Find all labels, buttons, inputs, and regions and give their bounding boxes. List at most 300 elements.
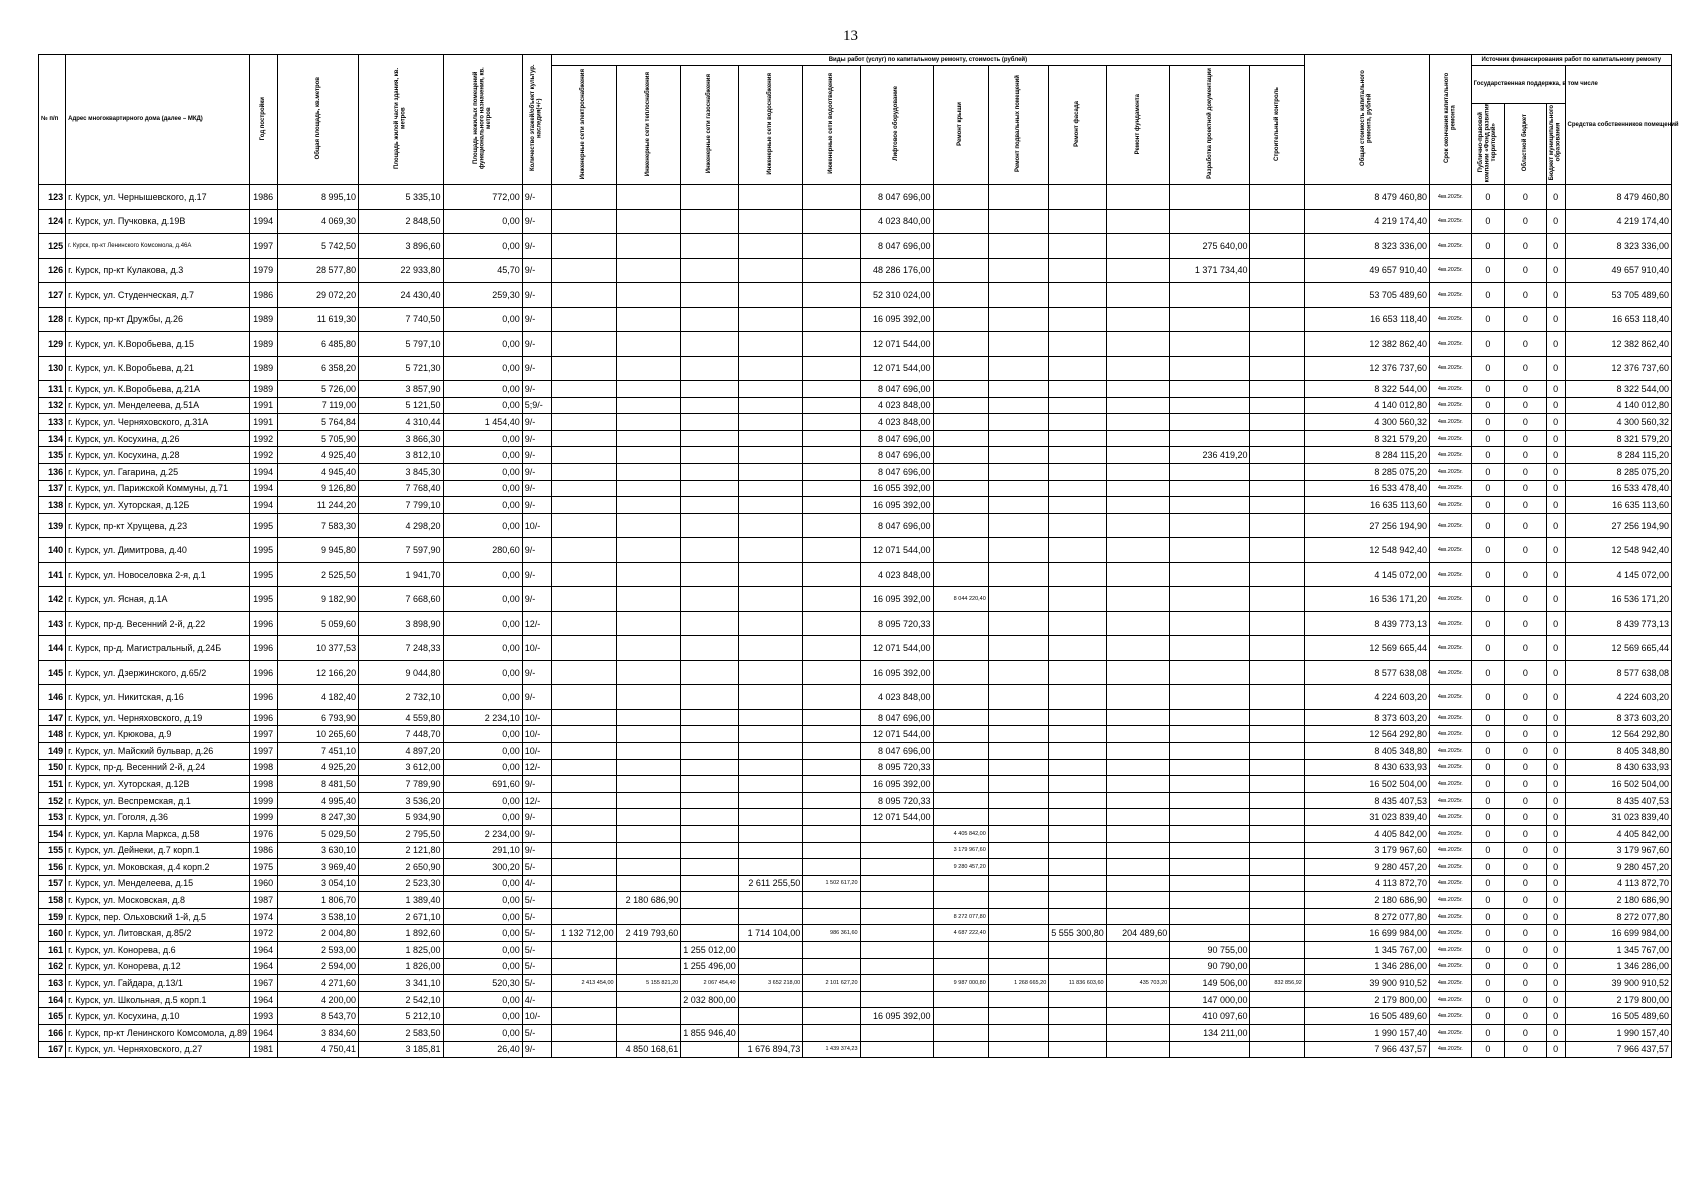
work-cost-cell — [803, 185, 860, 210]
living-area-cell: 2 650,90 — [359, 859, 443, 876]
work-cost-cell — [551, 776, 616, 793]
floors-cell: 9/- — [522, 562, 551, 587]
term-cell: 4кв.2025г. — [1429, 942, 1471, 959]
total-cost-cell: 1 346 286,00 — [1304, 958, 1429, 975]
address-cell: г. Курск, ул. Хуторская, д.12В — [66, 776, 250, 793]
work-cost-cell — [1049, 397, 1106, 414]
owners-funds-cell: 4 300 560,32 — [1565, 414, 1672, 431]
table-row — [39, 842, 1672, 859]
fund-cell: 0 — [1471, 258, 1504, 283]
owners-funds-cell: 39 900 910,52 — [1565, 975, 1672, 992]
work-cost-cell — [616, 1025, 681, 1042]
fund-cell: 0 — [1471, 430, 1504, 447]
owners-funds-cell: 8 577 638,08 — [1565, 660, 1672, 685]
table-row — [39, 825, 1672, 842]
living-area-cell: 3 341,10 — [359, 975, 443, 992]
work-cost-cell — [616, 258, 681, 283]
nonresidential-area-cell: 520,30 — [443, 975, 522, 992]
total-area-cell: 5 705,90 — [277, 430, 358, 447]
living-area-cell: 7 789,90 — [359, 776, 443, 793]
work-cost-cell — [1106, 825, 1170, 842]
work-cost-cell — [551, 742, 616, 759]
living-area-cell: 2 583,50 — [359, 1025, 443, 1042]
work-cost-cell — [616, 497, 681, 514]
term-cell: 4кв.2025г. — [1429, 234, 1471, 259]
work-cost-cell — [738, 209, 803, 234]
work-cost-cell — [738, 185, 803, 210]
work-cost-cell — [738, 332, 803, 357]
work-cost-cell — [616, 958, 681, 975]
owners-funds-cell: 8 405 348,80 — [1565, 742, 1672, 759]
floors-cell: 10/- — [522, 1008, 551, 1025]
regional-budget-cell: 0 — [1505, 908, 1547, 925]
work-cost-cell — [933, 792, 988, 809]
fund-cell: 0 — [1471, 726, 1504, 743]
municipal-budget-cell: 0 — [1546, 447, 1565, 464]
living-area-cell: 1 826,00 — [359, 958, 443, 975]
nonresidential-area-cell: 0,00 — [443, 742, 522, 759]
term-cell: 4кв.2025г. — [1429, 925, 1471, 942]
work-cost-cell — [551, 307, 616, 332]
work-cost-cell — [738, 587, 803, 612]
work-cost-cell — [1170, 726, 1250, 743]
owners-funds-cell: 4 405 842,00 — [1565, 825, 1672, 842]
work-cost-cell — [551, 958, 616, 975]
work-cost-cell — [1250, 991, 1304, 1008]
work-cost-cell — [1106, 414, 1170, 431]
work-cost-cell — [616, 381, 681, 398]
work-cost-cell — [1106, 892, 1170, 909]
work-cost-cell — [933, 660, 988, 685]
work-cost-cell — [1049, 414, 1106, 431]
term-cell: 4кв.2025г. — [1429, 447, 1471, 464]
header-living-area: Площадь жилой части здания, кв. метров — [359, 55, 443, 185]
work-cost-cell — [803, 825, 860, 842]
work-cost-cell — [933, 1041, 988, 1058]
year-cell: 1972 — [249, 925, 277, 942]
work-cost-cell: 8 047 696,00 — [860, 709, 933, 726]
total-cost-cell: 8 272 077,80 — [1304, 908, 1429, 925]
year-cell: 1974 — [249, 908, 277, 925]
regional-budget-cell: 0 — [1505, 842, 1547, 859]
fund-cell: 0 — [1471, 842, 1504, 859]
work-cost-cell — [1106, 185, 1170, 210]
work-cost-cell — [1250, 875, 1304, 892]
term-cell: 4кв.2025г. — [1429, 480, 1471, 497]
municipal-budget-cell: 0 — [1546, 562, 1565, 587]
fund-cell: 0 — [1471, 414, 1504, 431]
work-cost-cell — [1170, 792, 1250, 809]
total-cost-cell: 12 564 292,80 — [1304, 726, 1429, 743]
fund-cell: 0 — [1471, 447, 1504, 464]
total-cost-cell: 4 140 012,80 — [1304, 397, 1429, 414]
owners-funds-cell: 8 321 579,20 — [1565, 430, 1672, 447]
work-cost-cell — [681, 283, 738, 308]
regional-budget-cell: 0 — [1505, 234, 1547, 259]
year-cell: 1996 — [249, 636, 277, 661]
work-cost-cell — [803, 209, 860, 234]
work-cost-cell — [681, 776, 738, 793]
owners-funds-cell: 3 179 967,60 — [1565, 842, 1672, 859]
work-cost-cell — [681, 908, 738, 925]
fund-cell: 0 — [1471, 283, 1504, 308]
work-cost-cell — [1170, 283, 1250, 308]
total-area-cell: 4 182,40 — [277, 685, 358, 710]
work-cost-cell — [1049, 875, 1106, 892]
work-cost-cell — [681, 809, 738, 826]
term-cell: 4кв.2025г. — [1429, 892, 1471, 909]
work-cost-cell — [988, 742, 1048, 759]
table-row — [39, 356, 1672, 381]
nonresidential-area-cell: 0,00 — [443, 234, 522, 259]
work-cost-cell — [551, 538, 616, 563]
year-cell: 1960 — [249, 875, 277, 892]
work-cost-cell — [803, 742, 860, 759]
year-cell: 1976 — [249, 825, 277, 842]
work-cost-cell — [988, 991, 1048, 1008]
work-cost-cell — [803, 759, 860, 776]
total-cost-cell: 16 533 478,40 — [1304, 480, 1429, 497]
work-cost-cell — [1049, 636, 1106, 661]
work-cost-cell — [1170, 381, 1250, 398]
header-municipal-budget: Бюджет муниципального образования — [1546, 103, 1565, 184]
work-cost-cell — [1106, 792, 1170, 809]
address-cell: г. Курск, ул. Конорева, д.12 — [66, 958, 250, 975]
work-cost-cell — [551, 709, 616, 726]
table-row — [39, 958, 1672, 975]
work-cost-cell — [988, 430, 1048, 447]
total-area-cell: 2 525,50 — [277, 562, 358, 587]
work-cost-cell — [1170, 809, 1250, 826]
living-area-cell: 2 795,50 — [359, 825, 443, 842]
work-cost-cell: 986 361,60 — [803, 925, 860, 942]
work-cost-cell — [1106, 1041, 1170, 1058]
floors-cell: 9/- — [522, 283, 551, 308]
work-cost-cell — [738, 307, 803, 332]
total-area-cell: 4 069,30 — [277, 209, 358, 234]
work-cost-cell — [933, 463, 988, 480]
work-cost-cell — [1170, 825, 1250, 842]
row-number-cell: 147 — [39, 709, 66, 726]
municipal-budget-cell: 0 — [1546, 792, 1565, 809]
address-cell: г. Курск, ул. Новоселовка 2-я, д.1 — [66, 562, 250, 587]
work-cost-cell: 90 755,00 — [1170, 942, 1250, 959]
total-cost-cell: 7 966 437,57 — [1304, 1041, 1429, 1058]
row-number-cell: 123 — [39, 185, 66, 210]
total-area-cell: 8 481,50 — [277, 776, 358, 793]
floors-cell: 9/- — [522, 809, 551, 826]
work-cost-cell — [860, 825, 933, 842]
address-cell: г. Курск, ул. К.Воробьева, д.21А — [66, 381, 250, 398]
fund-cell: 0 — [1471, 859, 1504, 876]
work-cost-cell — [1106, 283, 1170, 308]
work-cost-cell — [803, 1025, 860, 1042]
total-cost-cell: 49 657 910,40 — [1304, 258, 1429, 283]
municipal-budget-cell: 0 — [1546, 463, 1565, 480]
row-number-cell: 136 — [39, 463, 66, 480]
fund-cell: 0 — [1471, 480, 1504, 497]
work-cost-cell — [681, 381, 738, 398]
total-cost-cell: 8 439 773,13 — [1304, 611, 1429, 636]
nonresidential-area-cell: 0,00 — [443, 792, 522, 809]
work-cost-cell — [1170, 513, 1250, 538]
owners-funds-cell: 16 536 171,20 — [1565, 587, 1672, 612]
work-cost-cell: 4 023 840,00 — [860, 209, 933, 234]
work-cost-cell — [1170, 497, 1250, 514]
total-area-cell: 9 182,90 — [277, 587, 358, 612]
municipal-budget-cell: 0 — [1546, 925, 1565, 942]
living-area-cell: 4 298,20 — [359, 513, 443, 538]
regional-budget-cell: 0 — [1505, 991, 1547, 1008]
work-cost-cell — [1049, 497, 1106, 514]
term-cell: 4кв.2025г. — [1429, 859, 1471, 876]
work-cost-cell — [988, 636, 1048, 661]
living-area-cell: 3 898,90 — [359, 611, 443, 636]
regional-budget-cell: 0 — [1505, 307, 1547, 332]
year-cell: 1998 — [249, 776, 277, 793]
municipal-budget-cell: 0 — [1546, 636, 1565, 661]
total-area-cell: 5 059,60 — [277, 611, 358, 636]
nonresidential-area-cell: 26,40 — [443, 1041, 522, 1058]
fund-cell: 0 — [1471, 892, 1504, 909]
floors-cell: 5/- — [522, 908, 551, 925]
year-cell: 1989 — [249, 332, 277, 357]
municipal-budget-cell: 0 — [1546, 726, 1565, 743]
work-cost-cell — [1049, 809, 1106, 826]
work-cost-cell — [803, 991, 860, 1008]
owners-funds-cell: 1 990 157,40 — [1565, 1025, 1672, 1042]
work-cost-cell — [1106, 538, 1170, 563]
work-cost-cell: 12 071 544,00 — [860, 636, 933, 661]
term-cell: 4кв.2025г. — [1429, 825, 1471, 842]
work-cost-cell — [988, 859, 1048, 876]
fund-cell: 0 — [1471, 792, 1504, 809]
living-area-cell: 2 121,80 — [359, 842, 443, 859]
nonresidential-area-cell: 691,60 — [443, 776, 522, 793]
municipal-budget-cell: 0 — [1546, 742, 1565, 759]
work-cost-cell — [933, 397, 988, 414]
work-cost-cell — [616, 875, 681, 892]
work-cost-cell — [933, 430, 988, 447]
living-area-cell: 7 448,70 — [359, 726, 443, 743]
header-work-roof: Ремонт крыши — [933, 66, 988, 185]
fund-cell: 0 — [1471, 925, 1504, 942]
fund-cell: 0 — [1471, 397, 1504, 414]
table-row — [39, 397, 1672, 414]
work-cost-cell — [1106, 480, 1170, 497]
floors-cell: 9/- — [522, 660, 551, 685]
year-cell: 1991 — [249, 397, 277, 414]
work-cost-cell — [1049, 381, 1106, 398]
work-cost-cell — [551, 258, 616, 283]
year-cell: 1986 — [249, 283, 277, 308]
address-cell: г. Курск, пр-кт Кулакова, д.3 — [66, 258, 250, 283]
work-cost-cell — [988, 660, 1048, 685]
work-cost-cell — [681, 480, 738, 497]
work-cost-cell — [933, 742, 988, 759]
total-cost-cell: 4 219 174,40 — [1304, 209, 1429, 234]
fund-cell: 0 — [1471, 685, 1504, 710]
owners-funds-cell: 12 564 292,80 — [1565, 726, 1672, 743]
work-cost-cell: 1 268 665,20 — [988, 975, 1048, 992]
regional-budget-cell: 0 — [1505, 1008, 1547, 1025]
row-number-cell: 166 — [39, 1025, 66, 1042]
work-cost-cell — [803, 611, 860, 636]
row-number-cell: 157 — [39, 875, 66, 892]
work-cost-cell — [738, 447, 803, 464]
work-cost-cell — [738, 258, 803, 283]
table-row — [39, 975, 1672, 992]
total-area-cell: 6 793,90 — [277, 709, 358, 726]
work-cost-cell — [1250, 562, 1304, 587]
work-cost-cell: 8 095 720,33 — [860, 759, 933, 776]
work-cost-cell — [1106, 447, 1170, 464]
floors-cell: 10/- — [522, 726, 551, 743]
municipal-budget-cell: 0 — [1546, 414, 1565, 431]
work-cost-cell — [860, 842, 933, 859]
work-cost-cell — [1106, 742, 1170, 759]
total-area-cell: 3 538,10 — [277, 908, 358, 925]
fund-cell: 0 — [1471, 209, 1504, 234]
term-cell: 4кв.2025г. — [1429, 1008, 1471, 1025]
fund-cell: 0 — [1471, 1008, 1504, 1025]
municipal-budget-cell: 0 — [1546, 185, 1565, 210]
work-cost-cell — [1106, 1008, 1170, 1025]
work-cost-cell — [1106, 991, 1170, 1008]
work-cost-cell: 11 836 603,60 — [1049, 975, 1106, 992]
living-area-cell: 1 892,60 — [359, 925, 443, 942]
work-cost-cell — [988, 307, 1048, 332]
work-cost-cell — [616, 809, 681, 826]
municipal-budget-cell: 0 — [1546, 825, 1565, 842]
work-cost-cell — [1250, 859, 1304, 876]
work-cost-cell — [738, 480, 803, 497]
term-cell: 4кв.2025г. — [1429, 792, 1471, 809]
work-cost-cell — [616, 414, 681, 431]
work-cost-cell — [738, 356, 803, 381]
work-cost-cell — [1170, 356, 1250, 381]
work-cost-cell — [616, 825, 681, 842]
address-cell: г. Курск, пер. Ольховский 1-й, д.5 — [66, 908, 250, 925]
living-area-cell: 7 768,40 — [359, 480, 443, 497]
work-cost-cell — [681, 497, 738, 514]
work-cost-cell — [681, 925, 738, 942]
address-cell: г. Курск, пр-кт Хрущева, д.23 — [66, 513, 250, 538]
work-cost-cell — [551, 513, 616, 538]
work-cost-cell — [933, 809, 988, 826]
work-cost-cell — [988, 447, 1048, 464]
table-row — [39, 283, 1672, 308]
work-cost-cell — [616, 792, 681, 809]
work-cost-cell — [616, 859, 681, 876]
fund-cell: 0 — [1471, 463, 1504, 480]
regional-budget-cell: 0 — [1505, 209, 1547, 234]
work-cost-cell — [1250, 283, 1304, 308]
table-row — [39, 660, 1672, 685]
work-cost-cell — [1106, 587, 1170, 612]
floors-cell: 9/- — [522, 307, 551, 332]
work-cost-cell — [738, 942, 803, 959]
total-area-cell: 6 485,80 — [277, 332, 358, 357]
year-cell: 1967 — [249, 975, 277, 992]
owners-funds-cell: 8 272 077,80 — [1565, 908, 1672, 925]
fund-cell: 0 — [1471, 875, 1504, 892]
work-cost-cell — [1106, 513, 1170, 538]
total-area-cell: 3 969,40 — [277, 859, 358, 876]
work-cost-cell: 2 180 686,90 — [616, 892, 681, 909]
total-area-cell: 10 265,60 — [277, 726, 358, 743]
work-cost-cell: 1 714 104,00 — [738, 925, 803, 942]
row-number-cell: 163 — [39, 975, 66, 992]
work-cost-cell — [1106, 1025, 1170, 1042]
work-cost-cell — [1049, 356, 1106, 381]
regional-budget-cell: 0 — [1505, 742, 1547, 759]
work-cost-cell — [616, 685, 681, 710]
row-number-cell: 124 — [39, 209, 66, 234]
year-cell: 1996 — [249, 660, 277, 685]
work-cost-cell — [803, 332, 860, 357]
work-cost-cell — [1250, 356, 1304, 381]
header-work-foundation: Ремонт фундамента — [1106, 66, 1170, 185]
owners-funds-cell: 4 113 872,70 — [1565, 875, 1672, 892]
term-cell: 4кв.2025г. — [1429, 875, 1471, 892]
living-area-cell: 2 542,10 — [359, 991, 443, 1008]
work-cost-cell — [616, 356, 681, 381]
regional-budget-cell: 0 — [1505, 958, 1547, 975]
municipal-budget-cell: 0 — [1546, 809, 1565, 826]
header-year: Год постройки — [249, 55, 277, 185]
work-cost-cell — [681, 447, 738, 464]
work-cost-cell — [988, 685, 1048, 710]
total-cost-cell: 31 023 839,40 — [1304, 809, 1429, 826]
header-address: Адрес многоквартирного дома (далее – МКД) — [66, 55, 250, 185]
owners-funds-cell: 8 323 336,00 — [1565, 234, 1672, 259]
work-cost-cell — [1250, 842, 1304, 859]
regional-budget-cell: 0 — [1505, 859, 1547, 876]
total-cost-cell: 9 280 457,20 — [1304, 859, 1429, 876]
header-work-elevator: Лифтовое оборудование — [860, 66, 933, 185]
work-cost-cell: 48 286 176,00 — [860, 258, 933, 283]
table-row — [39, 685, 1672, 710]
work-cost-cell — [803, 726, 860, 743]
work-cost-cell — [933, 1025, 988, 1042]
term-cell: 4кв.2025г. — [1429, 463, 1471, 480]
living-area-cell: 7 668,60 — [359, 587, 443, 612]
work-cost-cell: 1 502 617,20 — [803, 875, 860, 892]
floors-cell: 5/- — [522, 975, 551, 992]
address-cell: г. Курск, пр-д. Весенний 2-й, д.22 — [66, 611, 250, 636]
fund-cell: 0 — [1471, 809, 1504, 826]
total-area-cell: 3 054,10 — [277, 875, 358, 892]
work-cost-cell — [803, 1008, 860, 1025]
fund-cell: 0 — [1471, 742, 1504, 759]
living-area-cell: 9 044,80 — [359, 660, 443, 685]
work-cost-cell — [1250, 185, 1304, 210]
row-number-cell: 125 — [39, 234, 66, 259]
fund-cell: 0 — [1471, 1025, 1504, 1042]
nonresidential-area-cell: 0,00 — [443, 513, 522, 538]
municipal-budget-cell: 0 — [1546, 1025, 1565, 1042]
work-cost-cell — [1106, 258, 1170, 283]
work-cost-cell: 204 489,60 — [1106, 925, 1170, 942]
nonresidential-area-cell: 291,10 — [443, 842, 522, 859]
floors-cell: 9/- — [522, 685, 551, 710]
work-cost-cell — [803, 397, 860, 414]
work-cost-cell — [681, 234, 738, 259]
owners-funds-cell: 8 373 603,20 — [1565, 709, 1672, 726]
work-cost-cell — [681, 463, 738, 480]
work-cost-cell — [1250, 636, 1304, 661]
